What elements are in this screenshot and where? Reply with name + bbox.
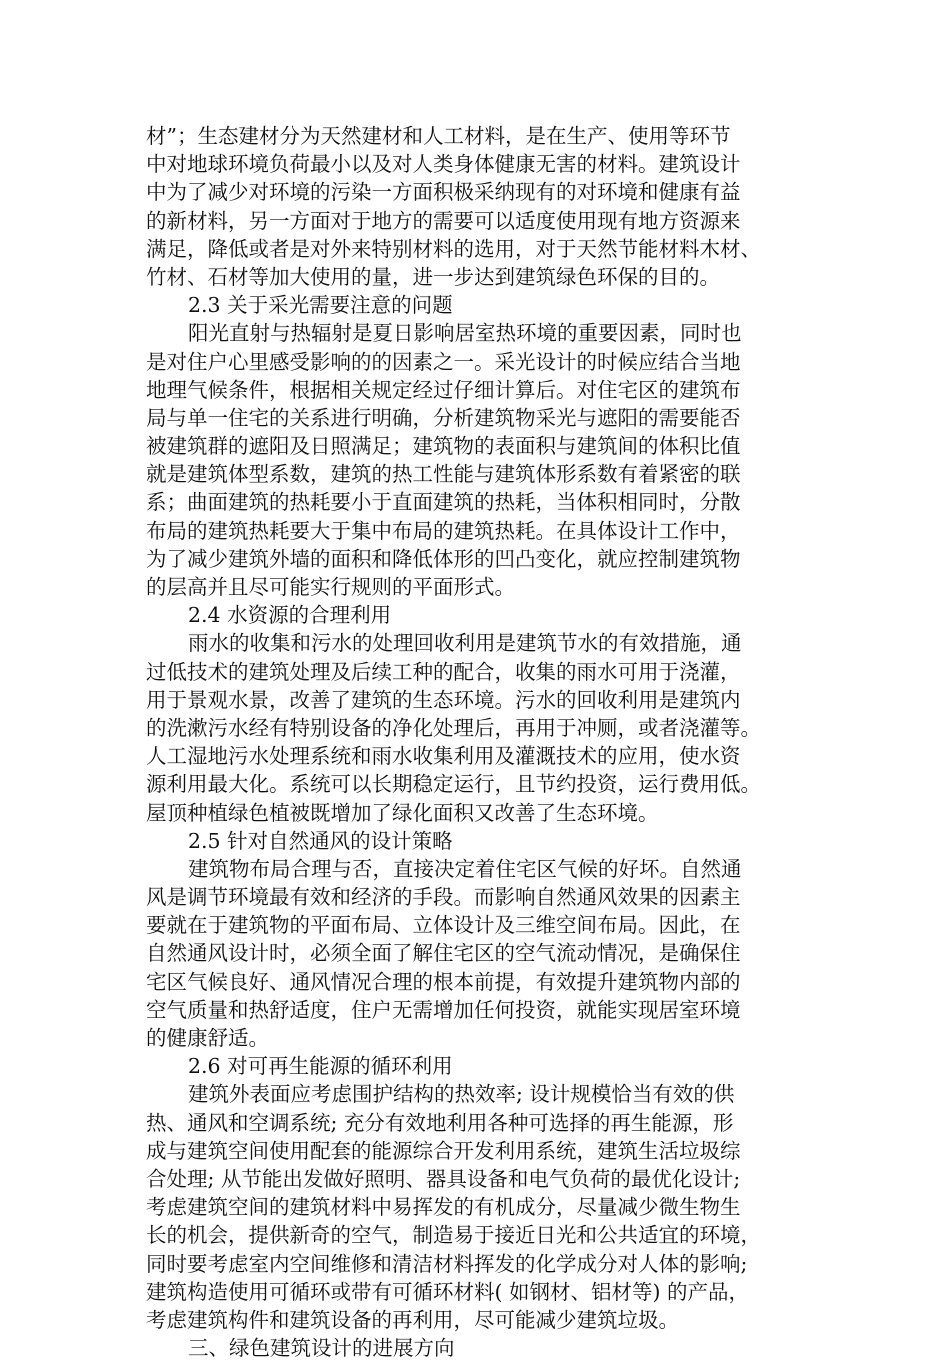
text-line: 考虑建筑构件和建筑设备的再利用，尽可能减少建筑垃圾。 (146, 1307, 679, 1332)
text-line: 要就在于建筑物的平面布局、立体设计及三维空间布局。因此，在 (146, 913, 741, 938)
text-line: 就是建筑体型系数，建筑的热工性能与建筑体形系数有着紧密的联 (146, 462, 741, 487)
text-line: 风是调节环境最有效和经济的手段。而影响自然通风效果的因素主 (146, 885, 741, 910)
text-line: 的层高并且尽可能实行规则的平面形式。 (146, 575, 515, 599)
text-line: 屋顶种植绿色植被既增加了绿化面积又改善了生态环境。 (146, 800, 659, 825)
text-line: 雨水的收集和污水的处理回收利用是建筑节水的有效措施，通 (188, 631, 742, 656)
text-line: 建筑物布局合理与否，直接决定着住宅区气候的好坏。自然通 (188, 856, 742, 881)
text-line: 建筑构造使用可循环或带有可循环材料( 如钢材、铝材等) 的产品， (146, 1279, 750, 1304)
text-line: 中为了减少对环境的污染一方面积极采纳现有的对环境和健康有益 (146, 180, 741, 205)
text-line: 竹材、石材等加大使用的量，进一步达到建筑绿色环保的目的。 (146, 264, 720, 289)
text-line: 阳光直射与热辐射是夏日影响居室热环境的重要因素，同时也 (188, 321, 742, 346)
text-line: 材”；生态建材分为天然建材和人工材料，是在生产、使用等环节 (146, 124, 731, 148)
text-line: 被建筑群的遮阳及日照满足；建筑物的表面积与建筑间的体积比值 (146, 434, 741, 459)
section-heading: 2.4 水资源的合理利用 (188, 603, 392, 628)
text-line: 合处理; 从节能出发做好照明、器具设备和电气负荷的最优化设计; (146, 1166, 741, 1191)
text-line: 地理气候条件，根据相关规定经过仔细计算后。对住宅区的建筑布 (146, 377, 741, 402)
text-line: 的洗漱污水经有特别设备的净化处理后，再用于冲厕，或者浇灌等。 (146, 715, 761, 740)
text-line: 源利用最大化。系统可以长期稳定运行，且节约投资，运行费用低。 (146, 772, 761, 797)
section-heading: 2.3 关于采光需要注意的问题 (188, 293, 453, 318)
text-line: 成与建筑空间使用配套的能源综合开发利用系统，建筑生活垃圾综 (146, 1138, 741, 1163)
text-line: 用于景观水景，改善了建筑的生态环境。污水的回收利用是建筑内 (146, 687, 741, 712)
section-heading: 三、绿色建筑设计的进展方向 (188, 1336, 455, 1361)
text-line: 的健康舒适。 (146, 1026, 269, 1050)
text-line: 空气质量和热舒适度，住户无需增加任何投资，就能实现居室环境 (146, 997, 741, 1022)
text-line: 宅区气候良好、通风情况合理的根本前提，有效提升建筑物内部的 (146, 969, 741, 994)
text-line: 长的机会，提供新奇的空气，制造易于接近日光和公共适宜的环境， (146, 1223, 761, 1248)
text-line: 布局的建筑热耗要大于集中布局的建筑热耗。在具体设计工作中， (146, 518, 741, 543)
text-line: 满足，降低或者是对外来特别材料的选用，对于天然节能材料木材、 (146, 236, 761, 261)
text-line: 建筑外表面应考虑围护结构的热效率; 设计规模恰当有效的供 (188, 1082, 735, 1107)
text-line: 热、通风和空调系统; 充分有效地利用各种可选择的再生能源，形 (146, 1110, 734, 1135)
text-line: 同时要考虑室内空间维修和清洁材料挥发的化学成分对人体的影响; (146, 1251, 748, 1276)
text-line: 系；曲面建筑的热耗要小于直面建筑的热耗，当体积相同时，分散 (146, 490, 741, 515)
document-body (146, 122, 806, 1362)
text-line: 中对地球环境负荷最小以及对人类身体健康无害的材料。建筑设计 (146, 152, 741, 177)
section-heading: 2.6 对可再生能源的循环利用 (188, 1054, 453, 1079)
section-heading: 2.5 针对自然通风的设计策略 (188, 828, 453, 853)
text-line: 自然通风设计时，必须全面了解住宅区的空气流动情况，是确保住 (146, 941, 741, 966)
text-line: 的新材料，另一方面对于地方的需要可以适度使用现有地方资源来 (146, 208, 741, 233)
text-line: 是对住户心里感受影响的的因素之一。采光设计的时候应结合当地 (146, 349, 741, 374)
text-line: 过低技术的建筑处理及后续工种的配合，收集的雨水可用于浇灌， (146, 659, 741, 684)
text-line: 考虑建筑空间的建筑材料中易挥发的有机成分，尽量减少微生物生 (146, 1195, 741, 1220)
text-line: 人工湿地污水处理系统和雨水收集利用及灌溉技术的应用，使水资 (146, 744, 741, 769)
text-line: 局与单一住宅的关系进行明确，分析建筑物采光与遮阳的需要能否 (146, 405, 741, 430)
text-line: 为了减少建筑外墙的面积和降低体形的凹凸变化，就应控制建筑物 (146, 546, 741, 571)
